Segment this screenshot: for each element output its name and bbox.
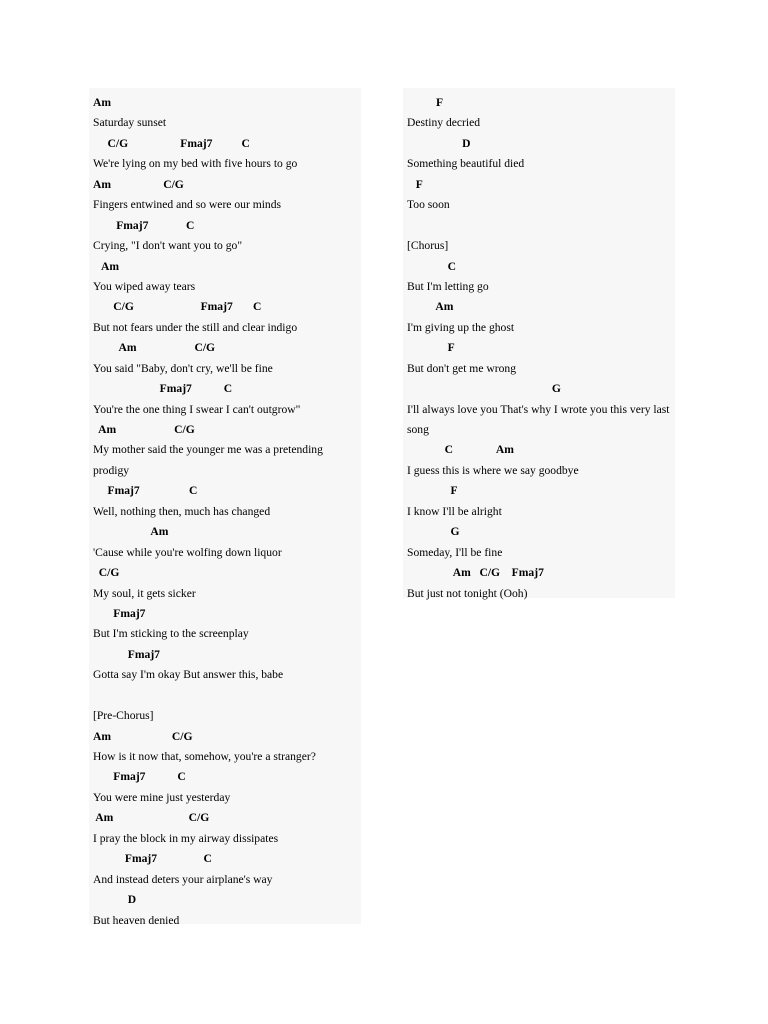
chord-line: D — [407, 136, 471, 150]
lyric-line: We're lying on my bed with five hours to go — [93, 157, 298, 171]
lyric-line: And instead deters your airplane's way — [93, 872, 273, 886]
lyric-line: I guess this is where we say goodbye — [407, 463, 579, 477]
chord-line: C — [407, 259, 456, 273]
blank-line — [407, 216, 675, 236]
lyric-line: Crying, "I don't want you to go" — [93, 239, 243, 253]
lyric-line: My soul, it gets sicker — [93, 586, 196, 600]
chord-line: Am — [93, 525, 169, 539]
lyric-line: You wiped away tears — [93, 279, 196, 293]
lyric-line: prodigy — [93, 463, 130, 477]
chord-line: F — [407, 96, 444, 109]
lyric-line: Something beautiful died — [407, 157, 525, 171]
right-lyrics-column — [403, 88, 675, 598]
chord-line: F — [407, 177, 423, 191]
chord-line: C Am — [407, 443, 514, 457]
chord-line: Fmaj7 C — [93, 852, 212, 866]
blank-line — [93, 686, 361, 706]
lyric-line: 'Cause while you're wolfing down liquor — [93, 545, 282, 559]
lyric-line: [Pre-Chorus] — [93, 709, 154, 723]
chord-line: Fmaj7 C — [93, 770, 186, 784]
chord-line: Am — [93, 96, 112, 109]
lyric-line: My mother said the younger me was a pretending — [93, 443, 323, 457]
lyric-line: But I'm sticking to the screenplay — [93, 627, 249, 641]
lyric-line: How is it now that, somehow, you're a stranger? — [93, 750, 316, 763]
lyric-line: I know I'll be alright — [407, 504, 502, 518]
chord-line: G — [407, 525, 460, 539]
chord-line: Fmaj7 C — [93, 218, 195, 232]
lyric-line: I'll always love you That's why I wrote you this very last — [407, 402, 670, 416]
chord-line: Am C/G — [93, 729, 193, 743]
chord-line: Am C/G — [93, 177, 184, 191]
lyric-line: But heaven denied — [93, 913, 180, 927]
lyric-line: Gotta say I'm okay But answer this, babe — [93, 668, 284, 682]
lyric-line: I pray the block in my airway dissipates — [93, 831, 279, 845]
chord-line: Am C/G Fmaj7 — [407, 566, 544, 580]
lyric-line: But not fears under the still and clear indigo — [93, 320, 298, 334]
chord-line: Am C/G — [93, 341, 216, 355]
lyric-line: But just not tonight (Ooh) — [407, 586, 528, 600]
lyric-line: I'm giving up the ghost — [407, 320, 515, 334]
chord-line: D — [93, 893, 137, 907]
lyric-line: Too soon — [407, 198, 450, 212]
lyric-line: song — [407, 423, 429, 436]
chord-line: C/G Fmaj7 C — [93, 300, 262, 314]
chord-line: F — [407, 484, 458, 498]
lyric-line: Fingers entwined and so were our minds — [93, 198, 282, 212]
chord-line: Am C/G — [93, 423, 195, 436]
chord-line: Am — [93, 259, 120, 273]
chord-line: Fmaj7 — [93, 606, 146, 620]
lyric-line: [Chorus] — [407, 239, 449, 253]
left-lyrics-column — [89, 88, 361, 927]
chord-line: C/G — [93, 566, 120, 580]
lyric-line: Well, nothing then, much has changed — [93, 504, 271, 518]
lyric-line: Someday, I'll be fine — [407, 545, 503, 559]
lyric-line: You were mine just yesterday — [93, 790, 231, 804]
lyric-line: Destiny decried — [407, 116, 481, 130]
lyric-line: You said "Baby, don't cry, we'll be fine — [93, 361, 273, 375]
chord-line: Am C/G — [93, 811, 210, 825]
lyric-line: Saturday sunset — [93, 116, 167, 130]
chord-line: Fmaj7 C — [93, 382, 233, 396]
lyric-line: You're the one thing I swear I can't outgrow" — [93, 402, 301, 416]
lyric-line: But don't get me wrong — [407, 361, 516, 375]
chord-line: Am — [407, 300, 454, 314]
chord-line: G — [407, 382, 561, 396]
chord-line: F — [407, 341, 455, 355]
chord-line: Fmaj7 — [93, 647, 160, 661]
chord-line: Fmaj7 C — [93, 484, 198, 498]
chord-line: C/G Fmaj7 C — [93, 136, 250, 150]
lyric-line: But I'm letting go — [407, 279, 489, 293]
